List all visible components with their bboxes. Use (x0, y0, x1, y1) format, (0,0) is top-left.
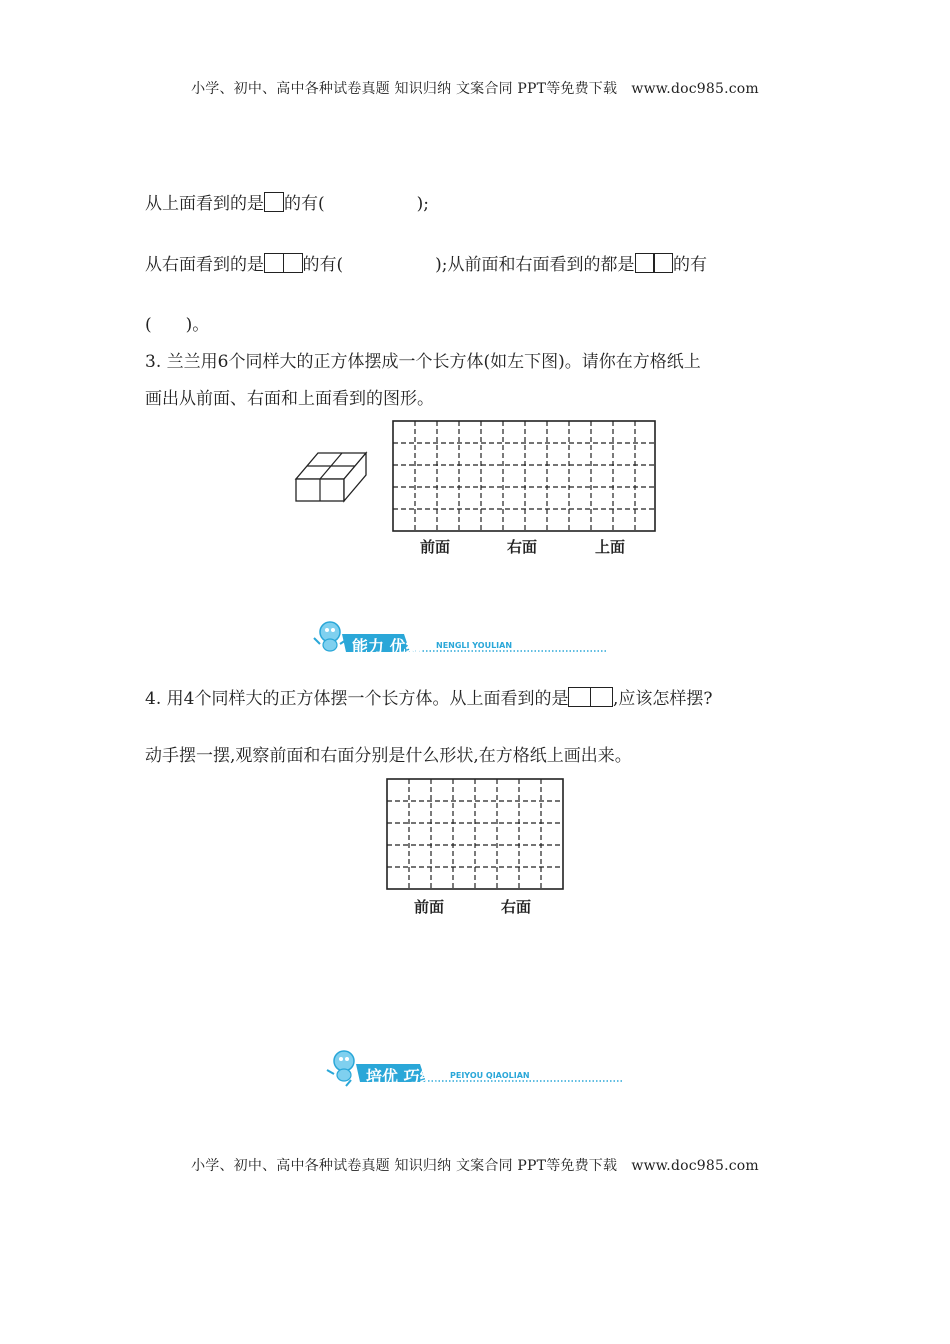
q2-line1-text-a: 从上面看到的是 (145, 194, 264, 214)
q2-line2 (145, 253, 707, 277)
q4-label-right: 右面 (501, 898, 532, 916)
q2-line3: ( )。 (145, 315, 210, 335)
q4-line1 (145, 687, 712, 711)
grid-paper-q4 (386, 778, 564, 890)
section-banner-nengli (312, 618, 612, 658)
q2-line1 (145, 192, 429, 216)
q2-line2-text-d: 的有 (673, 255, 707, 275)
section-banner-peiyou (324, 1048, 624, 1088)
double-square-shape-c (568, 687, 591, 707)
page-header: 小学、初中、高中各种试卷真题 知识归纳 文案合同 PPT等免费下载 www.doc985.com (191, 81, 759, 97)
banner2-title: 培优 巧练 (366, 1067, 436, 1086)
q4-line2: 动手摆一摆,观察前面和右面分别是什么形状,在方格纸上画出来。 (145, 746, 632, 766)
q4-label-front: 前面 (414, 898, 445, 916)
q3-label-front: 前面 (420, 538, 451, 556)
cuboid-figure (294, 449, 368, 503)
q3-line1: 3. 兰兰用6个同样大的正方体摆成一个长方体(如左下图)。请你在方格纸上 (145, 352, 701, 372)
q2-line1-text-b: 的有( (284, 194, 325, 214)
banner1-title: 能力 优练 (352, 637, 422, 656)
q3-line2: 画出从前面、右面和上面看到的图形。 (145, 389, 434, 409)
grid-paper-q3 (392, 420, 656, 532)
q3-label-right: 右面 (507, 538, 538, 556)
banner2-subtitle: PEIYOU QIAOLIAN (450, 1071, 530, 1080)
q2-line2-text-c: );从前面和右面看到的都是 (435, 255, 635, 275)
q4-line1-text-b: ,应该怎样摆? (612, 689, 713, 709)
q2-line1-text-c: ); (416, 194, 430, 214)
banner1-subtitle: NENGLI YOULIAN (436, 641, 513, 650)
q2-line2-text-a: 从右面看到的是 (145, 255, 264, 275)
q3-label-top: 上面 (595, 538, 626, 556)
q2-line2-text-b: 的有( (302, 255, 344, 275)
double-square-shape-a (264, 253, 284, 273)
single-square-shape (264, 192, 284, 212)
double-square-shape-b (635, 253, 655, 273)
q4-line1-text-a: 4. 用4个同样大的正方体摆一个长方体。从上面看到的是 (145, 689, 569, 709)
page-footer: 小学、初中、高中各种试卷真题 知识归纳 文案合同 PPT等免费下载 www.doc985.com (191, 1158, 759, 1174)
